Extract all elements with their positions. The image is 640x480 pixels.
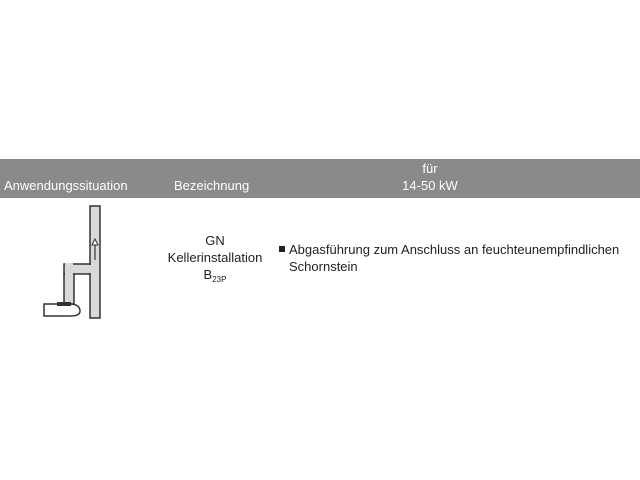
designation-line1: GN xyxy=(205,233,225,248)
designation-code-sub: 23P xyxy=(212,275,227,284)
installation-diagram xyxy=(40,204,110,322)
header-power-line2: 14-50 kW xyxy=(402,178,458,193)
designation-cell xyxy=(155,232,275,288)
bullet-icon xyxy=(279,246,285,252)
chimney-shaft xyxy=(90,206,100,318)
header-designation: Bezeichnung xyxy=(174,178,250,193)
feature-text: Abgasführung zum Anschluss an feuchteunempfindlichen Schornstein xyxy=(289,242,620,274)
designation-line2: Kellerinstallation xyxy=(167,250,263,265)
table-header xyxy=(0,159,640,198)
header-power xyxy=(380,160,480,194)
designation-code-main: B xyxy=(203,267,213,282)
header-power-line1: für xyxy=(422,161,438,176)
boiler-outlet xyxy=(57,302,71,306)
feature-item xyxy=(279,241,639,275)
flue-riser xyxy=(64,274,74,304)
designation-code xyxy=(155,266,275,288)
header-situation: Anwendungssituation xyxy=(4,178,128,193)
